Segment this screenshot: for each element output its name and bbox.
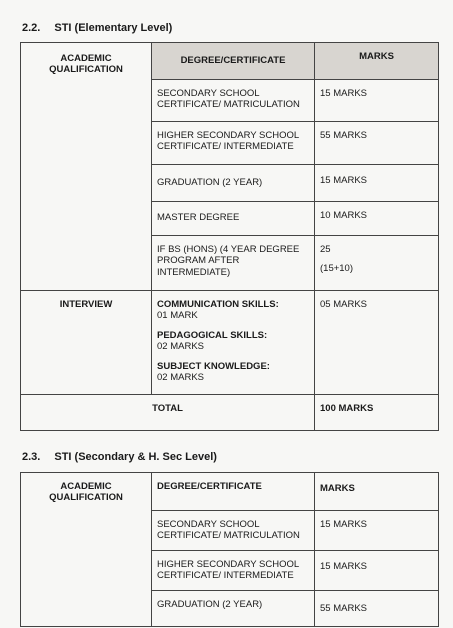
marks-cell [315,236,439,291]
marks-cell: 15 MARKS [315,80,439,122]
academic-qualification-label: ACADEMIC QUALIFICATION [21,473,152,627]
marks-cell: 15 MARKS [315,511,439,551]
section-title: STI (Elementary Level) [54,22,173,34]
skill-name: COMMUNICATION SKILLS: [157,299,279,310]
degree-cell: GRADUATION (2 YEAR) [152,165,315,202]
marks-cell: 15 MARKS [315,165,439,202]
skill-name: PEDAGOGICAL SKILLS: [157,329,268,341]
marks-column-header: MARKS [315,43,439,80]
section-heading-2-2 [22,22,172,34]
marks-breakdown: (15+10) [320,263,354,275]
interview-label: INTERVIEW [21,291,152,395]
total-marks: 100 MARKS [315,395,439,431]
section-title: STI (Secondary & H. Sec Level) [54,451,217,463]
section-heading-2-3 [22,451,217,463]
marks-cell: 15 MARKS [315,551,439,591]
degree-cell: HIGHER SECONDARY SCHOOL CERTIFICATE/ INTERMEDIATE [152,551,315,591]
degree-cell: HIGHER SECONDARY SCHOOL CERTIFICATE/ INTERMEDIATE [152,122,315,165]
total-label: TOTAL [21,395,315,431]
section-number: 2.2. [22,22,41,34]
academic-qualification-label: ACADEMIC QUALIFICATION [21,43,152,291]
interview-marks-cell: 05 MARKS [315,291,439,395]
interview-skills-cell [152,291,315,395]
marks-cell: 55 MARKS [315,122,439,165]
section-number: 2.3. [22,451,41,463]
skill-name: SUBJECT KNOWLEDGE: [157,360,270,372]
marks-table-elementary [20,42,439,431]
degree-column-header: DEGREE/CERTIFICATE [152,43,315,80]
interview-row [21,291,439,395]
skill-mark: 02 MARKS [157,371,204,383]
degree-cell: MASTER DEGREE [152,202,315,236]
marks-cell: 55 MARKS [315,591,439,627]
degree-cell: IF BS (HONS) (4 YEAR DEGREE PROGRAM AFTER INTERMEDIATE) [152,236,315,291]
marks-value: 25 [320,244,331,255]
degree-column-header: DEGREE/CERTIFICATE [152,473,315,511]
total-row [21,395,439,431]
skill-mark: 01 MARK [157,310,198,322]
marks-cell: 10 MARKS [315,202,439,236]
marks-column-header: MARKS [315,473,439,511]
marks-table-secondary [20,472,439,627]
degree-cell: SECONDARY SCHOOL CERTIFICATE/ MATRICULATION [152,80,315,122]
degree-cell: SECONDARY SCHOOL CERTIFICATE/ MATRICULATION [152,511,315,551]
skill-mark: 02 MARKS [157,341,204,353]
degree-cell: GRADUATION (2 YEAR) [152,591,315,627]
